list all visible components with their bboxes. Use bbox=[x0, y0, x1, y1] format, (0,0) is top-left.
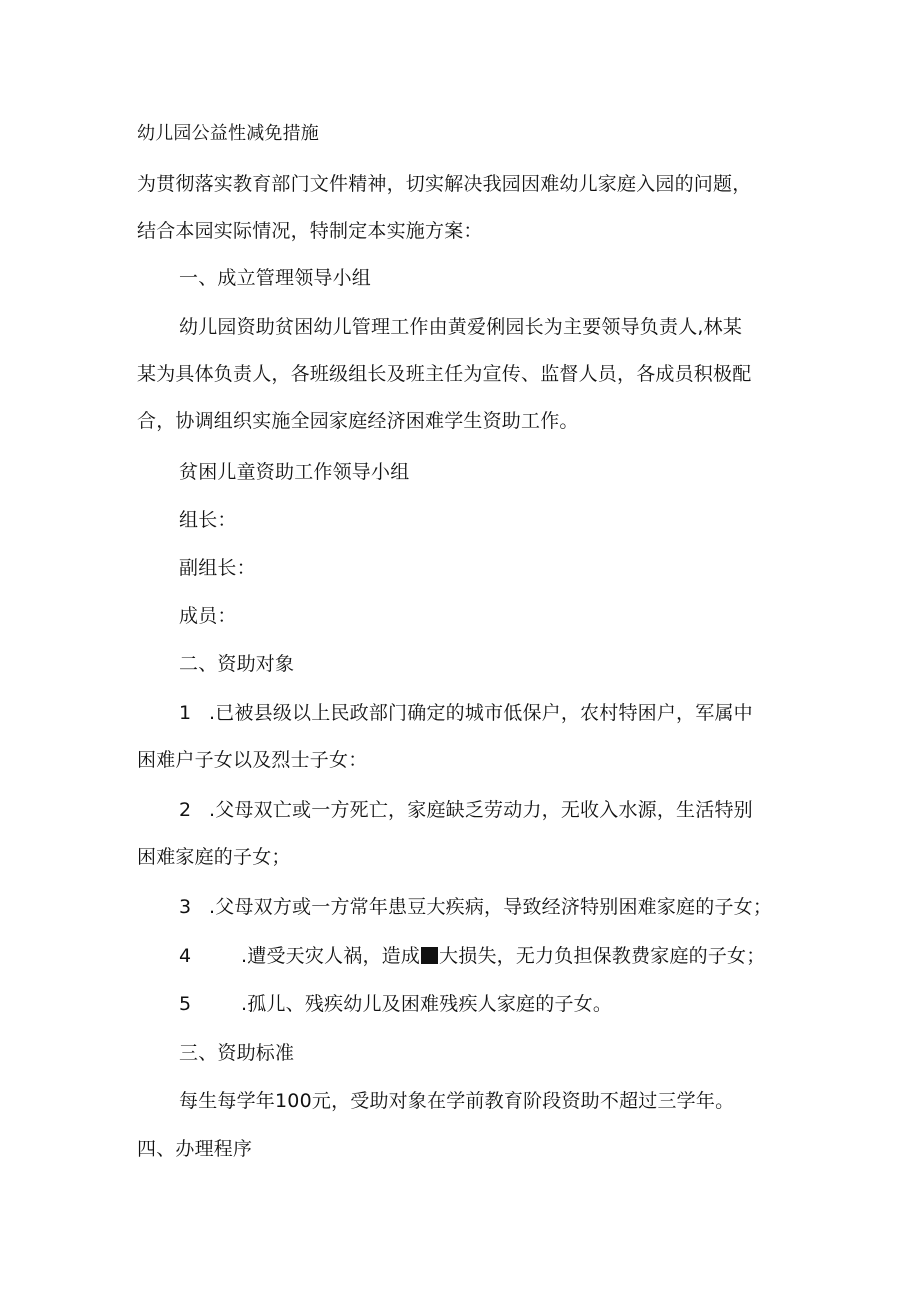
item-4-text-before: .遭受天灾人祸，造成 bbox=[241, 945, 421, 967]
section1-para-line-3: 合，协调组织实施全园家庭经济困难学生资助工作。 bbox=[137, 410, 579, 432]
item-5-text: .孤儿、残疾幼儿及困难残疾人家庭的子女。 bbox=[241, 993, 613, 1015]
item-4-number: 4 bbox=[179, 945, 192, 967]
section2-heading: 二、资助对象 bbox=[179, 653, 295, 675]
vice-leader-label: 副组长： bbox=[179, 557, 256, 579]
leader-label: 组长： bbox=[179, 509, 237, 531]
item-2-text: .父母双亡或一方死亡，家庭缺乏劳动力，无收入水源，生活特别 bbox=[209, 799, 753, 821]
members-label: 成员： bbox=[179, 605, 237, 627]
item-2-number: 2 bbox=[179, 799, 192, 821]
intro-line-1: 为贯彻落实教育部门文件精神，切实解决我园因难幼儿家庭入园的问题， bbox=[137, 173, 752, 195]
item-1-line-1 bbox=[179, 701, 753, 725]
item-5-number: 5 bbox=[179, 993, 192, 1015]
section3-text: 每生每学年100元，受助对象在学前教育阶段资助不超过三学年。 bbox=[179, 1090, 735, 1112]
item-4-text-after: 大损失，无力负担保教费家庭的子女； bbox=[439, 945, 766, 967]
section1-para-line-2: 某为具体负责人，各班级组长及班主任为宣传、监督人员，各成员积极配 bbox=[137, 363, 752, 385]
section3-heading: 三、资助标准 bbox=[179, 1042, 295, 1064]
item-1-text: .已被县级以上民政部门确定的城市低保户，农村特困户，军属中 bbox=[209, 702, 753, 724]
redaction-block bbox=[421, 947, 438, 964]
item-3-line-1 bbox=[179, 895, 772, 919]
section4-heading: 四、办理程序 bbox=[137, 1138, 253, 1160]
item-4-line-1 bbox=[179, 944, 765, 968]
item-2-line-2: 困难家庭的子女； bbox=[137, 846, 291, 868]
item-3-number: 3 bbox=[179, 896, 192, 918]
intro-line-2: 结合本园实际情况，特制定本实施方案： bbox=[137, 220, 483, 242]
document-title: 幼儿园公益性减免措施 bbox=[137, 123, 319, 144]
item-3-text: .父母双方或一方常年患豆大疾病，导致经济特别困难家庭的子女； bbox=[209, 896, 773, 918]
item-1-number: 1 bbox=[179, 702, 192, 724]
item-2-line-1 bbox=[179, 798, 753, 822]
item-1-line-2: 困难户子女以及烈士子女： bbox=[137, 749, 368, 771]
group-title: 贫困儿童资助工作领导小组 bbox=[179, 461, 410, 483]
section1-heading: 一、成立管理领导小组 bbox=[179, 267, 372, 289]
item-5-line-1 bbox=[179, 992, 612, 1016]
section1-para-line-1: 幼儿园资助贫困幼儿管理工作由黄爱俐园长为主要领导负责人,林某 bbox=[179, 316, 743, 338]
